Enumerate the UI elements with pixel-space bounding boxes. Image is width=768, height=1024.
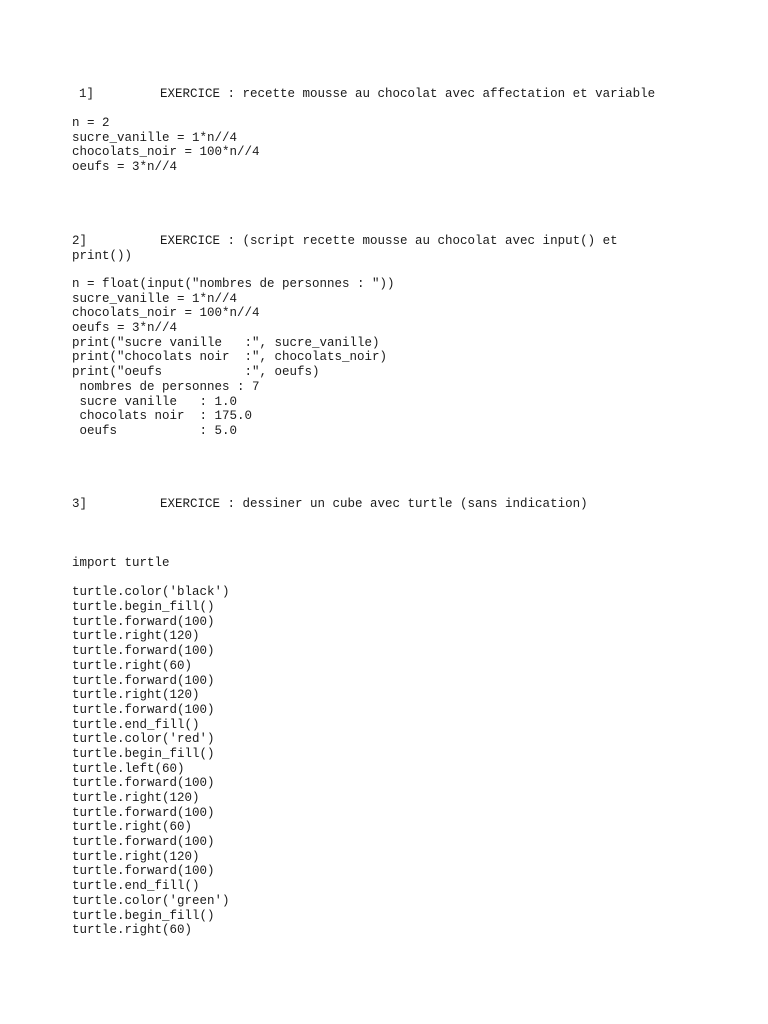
exercise-2-title: EXERCICE : (script recette mousse au chocolat avec input() et: [160, 234, 618, 248]
code-line: turtle.forward(100): [72, 702, 215, 717]
code-line: turtle.forward(100): [72, 673, 215, 688]
blank-line: [72, 571, 230, 586]
code-line: print("sucre vanille :", sucre_vanille): [72, 335, 380, 350]
output-line: sucre vanille : 1.0: [72, 394, 238, 409]
exercise-1-title: EXERCICE : recette mousse au chocolat avec affectation et variable: [160, 87, 656, 101]
exercise-1-code: [72, 116, 260, 175]
code-line: sucre_vanille = 1*n//4: [72, 130, 238, 145]
code-line: turtle.left(60): [72, 761, 185, 776]
code-line: sucre_vanille = 1*n//4: [72, 291, 238, 306]
code-line: turtle.forward(100): [72, 614, 215, 629]
exercise-2-heading: [72, 234, 712, 263]
exercise-3-heading: [72, 497, 712, 512]
code-line: turtle.right(60): [72, 923, 193, 938]
code-line: turtle.end_fill(): [72, 717, 200, 732]
code-line: turtle.right(60): [72, 658, 193, 673]
output-line: oeufs : 5.0: [72, 424, 238, 439]
code-line: turtle.right(120): [72, 849, 200, 864]
code-line: turtle.forward(100): [72, 835, 215, 850]
code-line: print("chocolats noir :", chocolats_noir): [72, 350, 388, 365]
code-line: turtle.color('black'): [72, 585, 230, 600]
code-line: turtle.begin_fill(): [72, 746, 215, 761]
code-line: turtle.forward(100): [72, 776, 215, 791]
code-line: turtle.begin_fill(): [72, 600, 215, 615]
code-line: turtle.color('red'): [72, 732, 215, 747]
code-line: chocolats_noir = 100*n//4: [72, 306, 260, 321]
exercise-2-number: 2]: [72, 234, 88, 248]
code-line: turtle.color('green'): [72, 893, 230, 908]
code-line: turtle.right(120): [72, 629, 200, 644]
exercise-2-code: [72, 277, 395, 380]
exercise-1-number: 1]: [79, 87, 95, 101]
exercise-1-heading: [79, 87, 719, 102]
code-line: n = 2: [72, 116, 110, 130]
code-line: turtle.forward(100): [72, 864, 215, 879]
output-line: chocolats noir : 175.0: [72, 409, 253, 424]
code-line: turtle.right(120): [72, 688, 200, 703]
code-line: turtle.begin_fill(): [72, 908, 215, 923]
code-line: n = float(input("nombres de personnes : ")): [72, 277, 395, 291]
code-line: oeufs = 3*n//4: [72, 321, 178, 336]
exercise-3-number: 3]: [72, 497, 88, 511]
code-line: turtle.forward(100): [72, 644, 215, 659]
exercise-3-title: EXERCICE : dessiner un cube avec turtle (sans indication): [160, 497, 588, 511]
exercise-2-title-wrap: print()): [72, 248, 133, 263]
code-line: turtle.right(120): [72, 791, 200, 805]
code-line: turtle.end_fill(): [72, 879, 200, 894]
import-line: import turtle: [72, 556, 170, 570]
code-line: print("oeufs :", oeufs): [72, 365, 320, 380]
code-line: oeufs = 3*n//4: [72, 160, 178, 175]
code-line: chocolats_noir = 100*n//4: [72, 145, 260, 160]
exercise-3-code: [72, 556, 230, 938]
exercise-2-output: [72, 380, 260, 439]
code-line: turtle.forward(100): [72, 805, 215, 820]
code-line: turtle.right(60): [72, 820, 193, 835]
output-line: nombres de personnes : 7: [72, 380, 260, 394]
